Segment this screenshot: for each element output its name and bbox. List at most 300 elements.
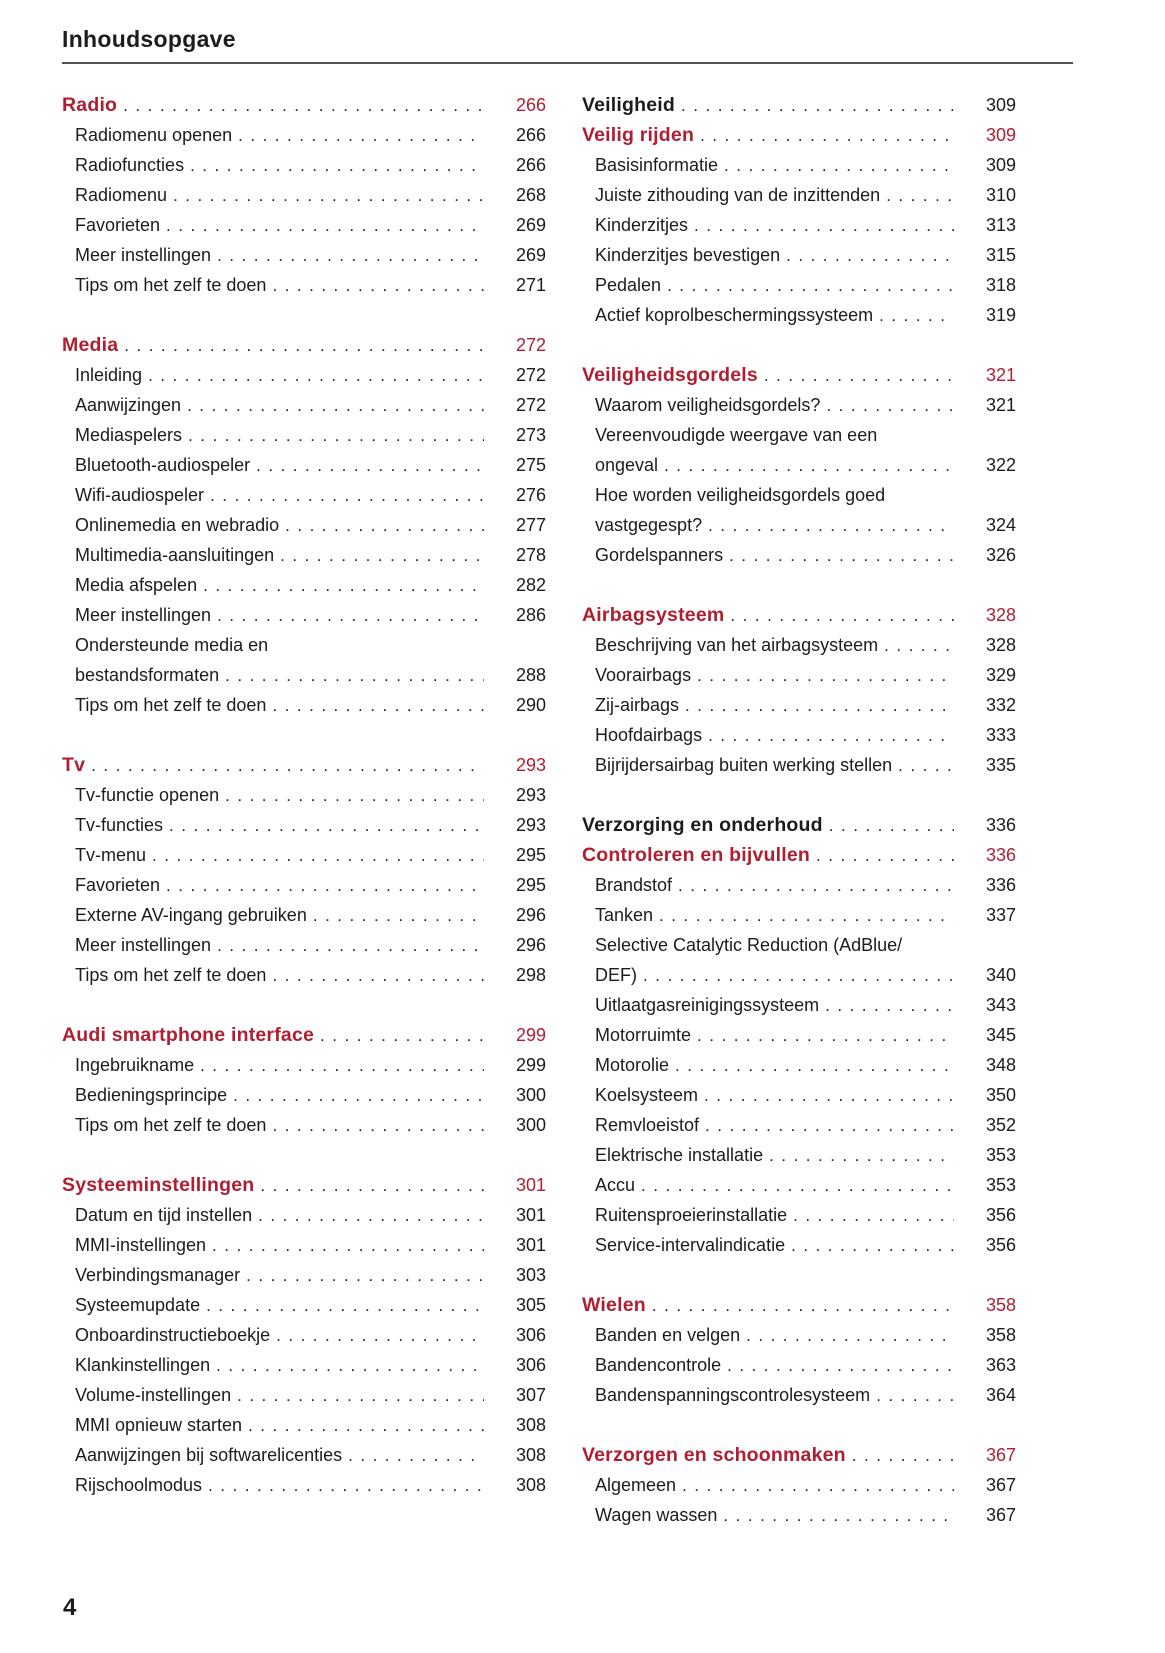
toc-columns xyxy=(62,90,1016,1530)
toc-leader-dots xyxy=(124,331,484,361)
toc-entry-row xyxy=(62,120,546,150)
toc-heading-row xyxy=(582,90,1016,120)
toc-page-number: 293 xyxy=(515,815,546,835)
toc-entry-label: Hoe worden veiligheidsgordels goed xyxy=(595,485,886,505)
toc-page-number: 299 xyxy=(515,1025,546,1045)
toc-page-number: 286 xyxy=(515,605,546,625)
toc-page-number: 310 xyxy=(985,185,1016,205)
toc-entry-label: Tv-functies xyxy=(75,815,164,835)
toc-leader-dots xyxy=(285,511,484,541)
toc-heading-row xyxy=(62,1170,546,1200)
toc-leader-dots xyxy=(879,301,954,331)
toc-page-number: 345 xyxy=(985,1025,1016,1045)
toc-page-number: 315 xyxy=(985,245,1016,265)
toc-group xyxy=(62,750,546,990)
toc-heading-row xyxy=(62,750,546,780)
toc-entry-row xyxy=(582,180,1016,210)
toc-leader-dots xyxy=(704,1081,954,1111)
toc-entry-label: Favorieten xyxy=(75,215,161,235)
toc-page-number: 301 xyxy=(515,1175,546,1195)
toc-entry-row xyxy=(62,150,546,180)
toc-leader-dots xyxy=(791,1231,954,1261)
toc-leader-dots xyxy=(678,871,954,901)
toc-page-number: 309 xyxy=(985,125,1016,145)
toc-entry-label: bestandsformaten xyxy=(75,665,220,685)
toc-entry-label: Kinderzitjes xyxy=(595,215,689,235)
toc-leader-dots xyxy=(769,1141,954,1171)
toc-page-number: 336 xyxy=(985,815,1016,835)
toc-entry-row xyxy=(62,1050,546,1080)
toc-leader-dots xyxy=(700,121,954,151)
toc-entry-row xyxy=(582,450,1016,480)
toc-entry-label: Radiomenu xyxy=(75,185,168,205)
toc-entry-row xyxy=(62,450,546,480)
toc-page-number: 329 xyxy=(985,665,1016,685)
toc-entry-row xyxy=(62,660,546,690)
toc-leader-dots xyxy=(727,1351,954,1381)
toc-heading-row xyxy=(582,1440,1016,1470)
toc-leader-dots xyxy=(217,601,484,631)
toc-leader-dots xyxy=(246,1261,484,1291)
toc-page-number: 322 xyxy=(985,455,1016,475)
toc-page-number: 321 xyxy=(985,365,1016,385)
toc-entry-label: Gordelspanners xyxy=(595,545,724,565)
toc-leader-dots xyxy=(208,1471,484,1501)
toc-entry-label: Accu xyxy=(595,1175,636,1195)
toc-entry-row xyxy=(62,570,546,600)
toc-entry-label: Basisinformatie xyxy=(595,155,719,175)
toc-heading-label: Veiligheid xyxy=(582,94,676,116)
toc-entry-label: Tips om het zelf te doen xyxy=(75,1115,267,1135)
toc-entry-label: Onboardinstructieboekje xyxy=(75,1325,271,1345)
toc-leader-dots xyxy=(238,121,484,151)
toc-entry-label: MMI opnieuw starten xyxy=(75,1415,243,1435)
toc-entry-row xyxy=(582,960,1016,990)
toc-page-number: 268 xyxy=(515,185,546,205)
toc-entry-label: Systeemupdate xyxy=(75,1295,201,1315)
toc-page-number: 278 xyxy=(515,545,546,565)
toc-page-number: 266 xyxy=(515,95,546,115)
toc-entry-label: Favorieten xyxy=(75,875,161,895)
toc-entry-label: Brandstof xyxy=(595,875,673,895)
toc-leader-dots xyxy=(280,541,484,571)
toc-entry-row xyxy=(582,1380,1016,1410)
toc-leader-dots xyxy=(730,601,954,631)
toc-page-number: 276 xyxy=(515,485,546,505)
toc-leader-dots xyxy=(724,151,954,181)
toc-page-number: 308 xyxy=(515,1475,546,1495)
toc-page-number: 272 xyxy=(515,395,546,415)
toc-entry-row xyxy=(582,870,1016,900)
toc-entry-label: Meer instellingen xyxy=(75,935,212,955)
toc-page-number: 328 xyxy=(985,635,1016,655)
toc-page-number: 352 xyxy=(985,1115,1016,1135)
toc-entry-label: Inleiding xyxy=(75,365,143,385)
toc-page-number: 293 xyxy=(515,785,546,805)
toc-leader-dots xyxy=(258,1201,484,1231)
page-header xyxy=(62,26,1073,64)
toc-leader-dots xyxy=(166,211,484,241)
toc-page-number: 282 xyxy=(515,575,546,595)
toc-page-number: 326 xyxy=(985,545,1016,565)
toc-page-number: 272 xyxy=(515,365,546,385)
toc-entry-row xyxy=(582,420,1016,450)
toc-page-number: 348 xyxy=(985,1055,1016,1075)
toc-entry-row xyxy=(62,1380,546,1410)
toc-entry-row xyxy=(582,300,1016,330)
toc-entry-label: Onlinemedia en webradio xyxy=(75,515,280,535)
toc-entry-label: Remvloeistof xyxy=(595,1115,700,1135)
toc-page-number: 308 xyxy=(515,1415,546,1435)
toc-column-1 xyxy=(62,90,546,1530)
toc-leader-dots xyxy=(173,181,484,211)
toc-entry-row xyxy=(62,960,546,990)
toc-group xyxy=(62,330,546,720)
toc-entry-label: Multimedia-aansluitingen xyxy=(75,545,275,565)
toc-page-number: 307 xyxy=(515,1385,546,1405)
toc-leader-dots xyxy=(166,871,484,901)
toc-entry-row xyxy=(582,1230,1016,1260)
toc-entry-row xyxy=(582,1200,1016,1230)
toc-entry-row xyxy=(62,1440,546,1470)
toc-entry-row xyxy=(62,1290,546,1320)
toc-heading-label: Wielen xyxy=(582,1294,646,1316)
toc-page-number: 356 xyxy=(985,1235,1016,1255)
toc-entry-label: Pedalen xyxy=(595,275,662,295)
toc-page-number: 305 xyxy=(515,1295,546,1315)
toc-leader-dots xyxy=(667,271,954,301)
toc-leader-dots xyxy=(272,271,484,301)
toc-entry-label: Algemeen xyxy=(595,1475,677,1495)
toc-heading-row xyxy=(62,1020,546,1050)
toc-entry-row xyxy=(62,540,546,570)
toc-entry-row xyxy=(582,1500,1016,1530)
toc-page-number: 269 xyxy=(515,215,546,235)
toc-leader-dots xyxy=(685,691,954,721)
toc-leader-dots xyxy=(248,1411,484,1441)
toc-entry-label: Ondersteunde media en xyxy=(75,635,269,655)
toc-leader-dots xyxy=(664,451,954,481)
toc-page-number: 337 xyxy=(985,905,1016,925)
toc-entry-row xyxy=(62,360,546,390)
toc-heading-row xyxy=(582,120,1016,150)
toc-page-number: 321 xyxy=(985,395,1016,415)
toc-entry-label: vastgegespt? xyxy=(595,515,703,535)
toc-leader-dots xyxy=(148,361,484,391)
toc-entry-row xyxy=(582,1470,1016,1500)
toc-entry-label: Motorolie xyxy=(595,1055,670,1075)
toc-leader-dots xyxy=(188,421,484,451)
toc-page-number: 306 xyxy=(515,1355,546,1375)
toc-entry-row xyxy=(582,1350,1016,1380)
toc-page-number: 318 xyxy=(985,275,1016,295)
toc-page-number: 340 xyxy=(985,965,1016,985)
toc-entry-label: Kinderzitjes bevestigen xyxy=(595,245,781,265)
toc-leader-dots xyxy=(729,541,954,571)
toc-page-number: 298 xyxy=(515,965,546,985)
toc-leader-dots xyxy=(272,1111,484,1141)
toc-entry-row xyxy=(582,720,1016,750)
toc-leader-dots xyxy=(225,661,484,691)
toc-entry-row xyxy=(62,1350,546,1380)
toc-page-number: 301 xyxy=(515,1205,546,1225)
toc-leader-dots xyxy=(237,1381,484,1411)
toc-entry-label: Media afspelen xyxy=(75,575,198,595)
toc-entry-label: Wagen wassen xyxy=(595,1505,718,1525)
toc-page-number: 271 xyxy=(515,275,546,295)
toc-page-number: 300 xyxy=(515,1085,546,1105)
toc-entry-row xyxy=(62,690,546,720)
toc-entry-label: ongeval xyxy=(595,455,659,475)
toc-leader-dots xyxy=(764,361,954,391)
toc-page-number: 296 xyxy=(515,935,546,955)
toc-page-number: 367 xyxy=(985,1475,1016,1495)
toc-entry-label: Bijrijdersairbag buiten werking stellen xyxy=(595,755,893,775)
toc-leader-dots xyxy=(852,1441,954,1471)
toc-entry-label: MMI-instellingen xyxy=(75,1235,207,1255)
toc-page-number: 309 xyxy=(985,155,1016,175)
toc-entry-row xyxy=(62,840,546,870)
toc-leader-dots xyxy=(708,511,954,541)
toc-entry-row xyxy=(582,750,1016,780)
toc-leader-dots xyxy=(313,901,484,931)
toc-page-number: 358 xyxy=(985,1325,1016,1345)
toc-leader-dots xyxy=(694,211,954,241)
toc-entry-row xyxy=(582,210,1016,240)
toc-page-number: 308 xyxy=(515,1445,546,1465)
toc-page-number: 353 xyxy=(985,1145,1016,1165)
toc-page-number: 367 xyxy=(985,1505,1016,1525)
footer-page-number: 4 xyxy=(63,1594,77,1621)
toc-leader-dots xyxy=(123,91,484,121)
toc-entry-row xyxy=(62,1080,546,1110)
toc-entry-label: Bandenspanningscontrolesysteem xyxy=(595,1385,871,1405)
toc-entry-row xyxy=(582,1320,1016,1350)
toc-page-number: 332 xyxy=(985,695,1016,715)
toc-entry-row xyxy=(62,870,546,900)
toc-page-number: 300 xyxy=(515,1115,546,1135)
toc-leader-dots xyxy=(682,1471,954,1501)
toc-page-number: 295 xyxy=(515,845,546,865)
toc-leader-dots xyxy=(225,781,484,811)
toc-leader-dots xyxy=(200,1051,484,1081)
toc-leader-dots xyxy=(276,1321,484,1351)
toc-page-number: 303 xyxy=(515,1265,546,1285)
toc-heading-row xyxy=(582,810,1016,840)
toc-page-number: 266 xyxy=(515,125,546,145)
toc-leader-dots xyxy=(681,91,954,121)
toc-page-number: 269 xyxy=(515,245,546,265)
toc-entry-row xyxy=(62,390,546,420)
toc-entry-row xyxy=(62,240,546,270)
toc-entry-label: Aanwijzingen bij softwarelicenties xyxy=(75,1445,343,1465)
toc-leader-dots xyxy=(746,1321,954,1351)
toc-page-number: 290 xyxy=(515,695,546,715)
toc-entry-label: Meer instellingen xyxy=(75,245,212,265)
toc-leader-dots xyxy=(348,1441,484,1471)
toc-leader-dots xyxy=(91,751,484,781)
toc-entry-row xyxy=(62,1200,546,1230)
toc-entry-row xyxy=(62,510,546,540)
toc-leader-dots xyxy=(152,841,484,871)
toc-page-number: 336 xyxy=(985,845,1016,865)
toc-heading-label: Tv xyxy=(62,754,86,776)
toc-entry-label: Datum en tijd instellen xyxy=(75,1205,253,1225)
toc-leader-dots xyxy=(816,841,954,871)
toc-leader-dots xyxy=(217,241,484,271)
toc-heading-label: Systeeminstellingen xyxy=(62,1174,255,1196)
toc-entry-label: Radiomenu openen xyxy=(75,125,233,145)
toc-entry-label: Ingebruikname xyxy=(75,1055,195,1075)
toc-entry-label: Klankinstellingen xyxy=(75,1355,211,1375)
toc-entry-label: Hoofdairbags xyxy=(595,725,703,745)
toc-leader-dots xyxy=(272,961,484,991)
toc-entry-label: Banden en velgen xyxy=(595,1325,741,1345)
toc-entry-row xyxy=(62,1470,546,1500)
toc-entry-row xyxy=(582,1110,1016,1140)
toc-leader-dots xyxy=(705,1111,954,1141)
toc-page-number: 266 xyxy=(515,155,546,175)
toc-entry-label: Bedieningsprincipe xyxy=(75,1085,228,1105)
toc-entry-row xyxy=(582,240,1016,270)
toc-page-number: 273 xyxy=(515,425,546,445)
toc-entry-row xyxy=(582,510,1016,540)
toc-entry-row xyxy=(582,1170,1016,1200)
toc-entry-row xyxy=(582,270,1016,300)
toc-entry-label: Bandencontrole xyxy=(595,1355,722,1375)
toc-entry-label: Voorairbags xyxy=(595,665,692,685)
toc-entry-label: Wifi-audiospeler xyxy=(75,485,205,505)
toc-page-number: 363 xyxy=(985,1355,1016,1375)
toc-entry-label: Uitlaatgasreinigingssysteem xyxy=(595,995,820,1015)
toc-entry-row xyxy=(62,180,546,210)
toc-entry-row xyxy=(582,690,1016,720)
toc-leader-dots xyxy=(826,391,954,421)
toc-entry-row xyxy=(582,630,1016,660)
toc-leader-dots xyxy=(708,721,954,751)
toc-entry-row xyxy=(62,270,546,300)
toc-entry-label: Rijschoolmodus xyxy=(75,1475,203,1495)
toc-leader-dots xyxy=(659,901,954,931)
toc-page-number: 335 xyxy=(985,755,1016,775)
toc-entry-row xyxy=(582,930,1016,960)
toc-entry-row xyxy=(582,1140,1016,1170)
toc-entry-label: Beschrijving van het airbagsysteem xyxy=(595,635,879,655)
toc-leader-dots xyxy=(256,451,484,481)
toc-heading-label: Verzorgen en schoonmaken xyxy=(582,1444,846,1466)
toc-page-number: 353 xyxy=(985,1175,1016,1195)
toc-entry-label: Meer instellingen xyxy=(75,605,212,625)
toc-group xyxy=(582,90,1016,330)
toc-entry-row xyxy=(582,390,1016,420)
toc-entry-label: Selective Catalytic Reduction (AdBlue/ xyxy=(595,935,903,955)
toc-heading-row xyxy=(62,90,546,120)
toc-entry-label: Service-intervalindicatie xyxy=(595,1235,786,1255)
toc-leader-dots xyxy=(652,1291,954,1321)
toc-entry-row xyxy=(582,1020,1016,1050)
toc-entry-label: Tv-menu xyxy=(75,845,147,865)
toc-entry-row xyxy=(62,900,546,930)
toc-entry-label: Aanwijzingen xyxy=(75,395,182,415)
toc-heading-label: Veiligheidsgordels xyxy=(582,364,758,386)
toc-page-number: 301 xyxy=(515,1235,546,1255)
toc-entry-row xyxy=(582,150,1016,180)
toc-entry-label: Koelsysteem xyxy=(595,1085,699,1105)
toc-leader-dots xyxy=(217,931,484,961)
toc-page-number: 358 xyxy=(985,1295,1016,1315)
toc-entry-row xyxy=(582,1050,1016,1080)
toc-entry-row xyxy=(62,1260,546,1290)
toc-page-number: 306 xyxy=(515,1325,546,1345)
toc-entry-label: Vereenvoudigde weergave van een xyxy=(595,425,878,445)
toc-leader-dots xyxy=(697,1021,954,1051)
toc-entry-label: Actief koprolbeschermingssysteem xyxy=(595,305,874,325)
toc-page-number: 313 xyxy=(985,215,1016,235)
toc-entry-row xyxy=(62,1110,546,1140)
toc-entry-label: Ruitensproeierinstallatie xyxy=(595,1205,788,1225)
toc-group xyxy=(582,1290,1016,1410)
toc-page-number: 272 xyxy=(515,335,546,355)
toc-heading-row xyxy=(582,600,1016,630)
toc-entry-label: Verbindingsmanager xyxy=(75,1265,241,1285)
toc-heading-row xyxy=(582,840,1016,870)
toc-entry-row xyxy=(62,630,546,660)
toc-entry-label: Tips om het zelf te doen xyxy=(75,275,267,295)
toc-group xyxy=(582,810,1016,1260)
toc-leader-dots xyxy=(697,661,954,691)
toc-leader-dots xyxy=(187,391,484,421)
toc-page-number: 295 xyxy=(515,875,546,895)
toc-heading-label: Media xyxy=(62,334,119,356)
toc-group xyxy=(62,1170,546,1500)
toc-entry-row xyxy=(62,1410,546,1440)
toc-entry-row xyxy=(62,420,546,450)
toc-leader-dots xyxy=(169,811,484,841)
toc-entry-label: Tips om het zelf te doen xyxy=(75,695,267,715)
toc-page-number: 277 xyxy=(515,515,546,535)
toc-page-number: 367 xyxy=(985,1445,1016,1465)
toc-entry-label: Tv-functie openen xyxy=(75,785,220,805)
toc-entry-row xyxy=(582,540,1016,570)
toc-leader-dots xyxy=(825,991,954,1021)
page-title: Inhoudsopgave xyxy=(62,26,1073,64)
toc-page-number: 299 xyxy=(515,1055,546,1075)
toc-heading-label: Verzorging en onderhoud xyxy=(582,814,823,836)
toc-entry-label: Motorruimte xyxy=(595,1025,692,1045)
toc-entry-row xyxy=(62,1230,546,1260)
toc-page-number: 319 xyxy=(985,305,1016,325)
toc-heading-row xyxy=(582,1290,1016,1320)
toc-heading-label: Veilig rijden xyxy=(582,124,695,146)
toc-entry-row xyxy=(582,900,1016,930)
toc-leader-dots xyxy=(793,1201,954,1231)
toc-entry-row xyxy=(62,1320,546,1350)
toc-page-number: 328 xyxy=(985,605,1016,625)
toc-leader-dots xyxy=(272,691,484,721)
toc-leader-dots xyxy=(723,1501,954,1531)
toc-leader-dots xyxy=(876,1381,954,1411)
toc-heading-label: Radio xyxy=(62,94,118,116)
toc-page-number: 333 xyxy=(985,725,1016,745)
toc-page-number: 324 xyxy=(985,515,1016,535)
toc-heading-label: Controleren en bijvullen xyxy=(582,844,810,866)
toc-entry-label: Elektrische installatie xyxy=(595,1145,764,1165)
toc-entry-row xyxy=(62,810,546,840)
toc-leader-dots xyxy=(675,1051,954,1081)
toc-entry-label: Tanken xyxy=(595,905,654,925)
toc-leader-dots xyxy=(233,1081,484,1111)
toc-group xyxy=(582,1440,1016,1530)
